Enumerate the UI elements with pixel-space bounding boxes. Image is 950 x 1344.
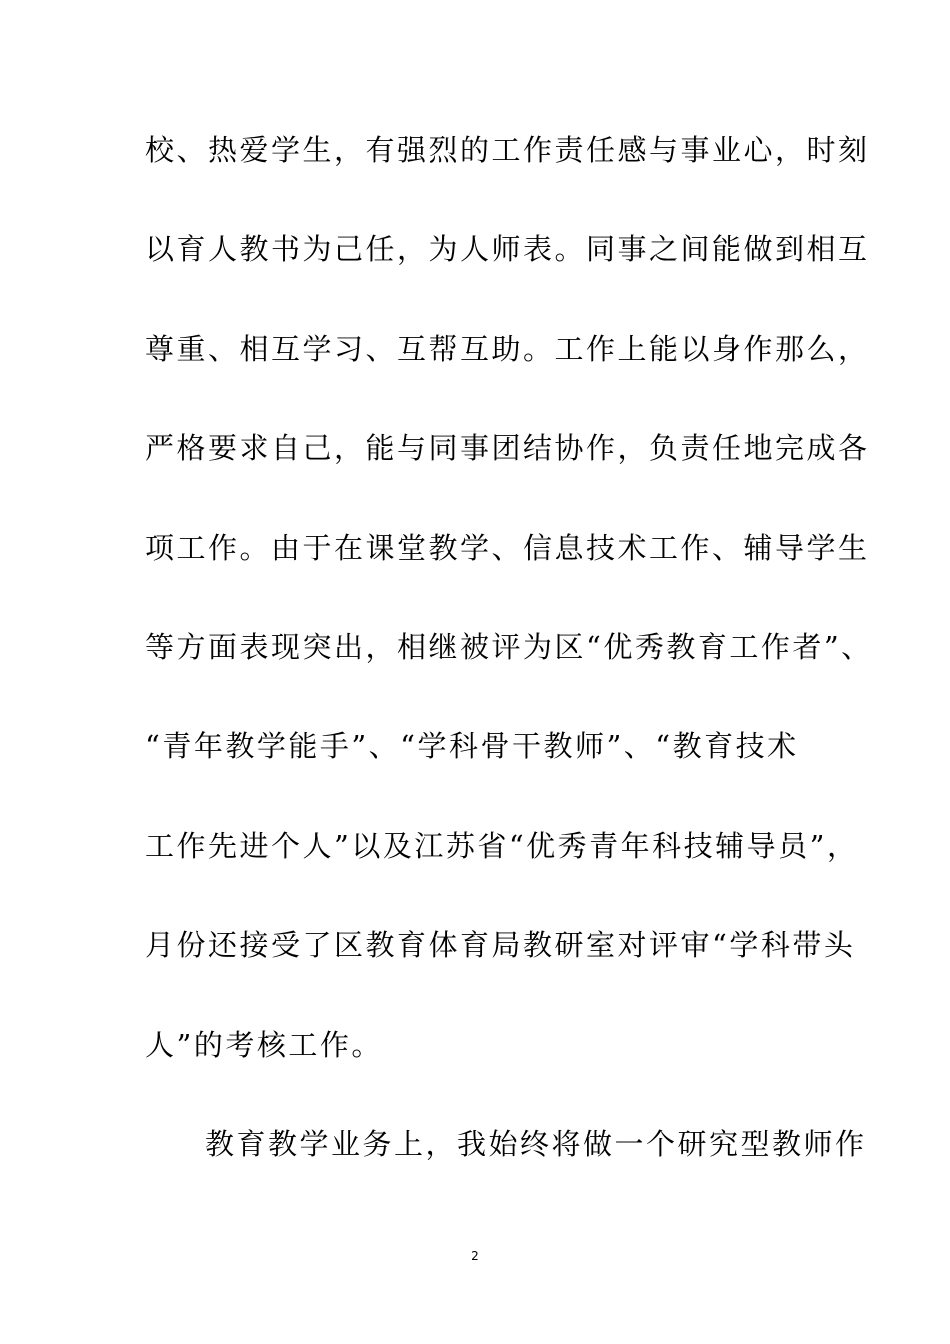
paragraph-line: 严格要求自己，能与同事团结协作，负责任地完成各 <box>145 431 870 465</box>
paragraph-line: “青年教学能手”、“学科骨干教师”、“教育技术 <box>145 729 799 763</box>
paragraph-line: 月份还接受了区教育体育局教研室对评审“学科带头 <box>145 928 856 962</box>
paragraph-line: 项工作。由于在课堂教学、信息技术工作、辅导学生 <box>145 531 870 565</box>
paragraph-line: 等方面表现突出，相继被评为区“优秀教育工作者”、 <box>145 630 873 664</box>
paragraph-line: 校、热爱学生，有强烈的工作责任感与事业心，时刻 <box>145 133 870 167</box>
page-number: 2 <box>471 1249 479 1263</box>
paragraph-line: 以育人教书为己任，为人师表。同事之间能做到相互 <box>145 232 870 266</box>
paragraph-line: 人”的考核工作。 <box>145 1028 383 1062</box>
paragraph-first-line: 教育教学业务上，我始终将做一个研究型教师作 <box>205 1127 867 1161</box>
paragraph-line: 尊重、相互学习、互帮互助。工作上能以身作那么， <box>145 332 870 366</box>
paragraph-line: 工作先进个人”以及江苏省“优秀青年科技辅导员”， <box>145 829 859 863</box>
